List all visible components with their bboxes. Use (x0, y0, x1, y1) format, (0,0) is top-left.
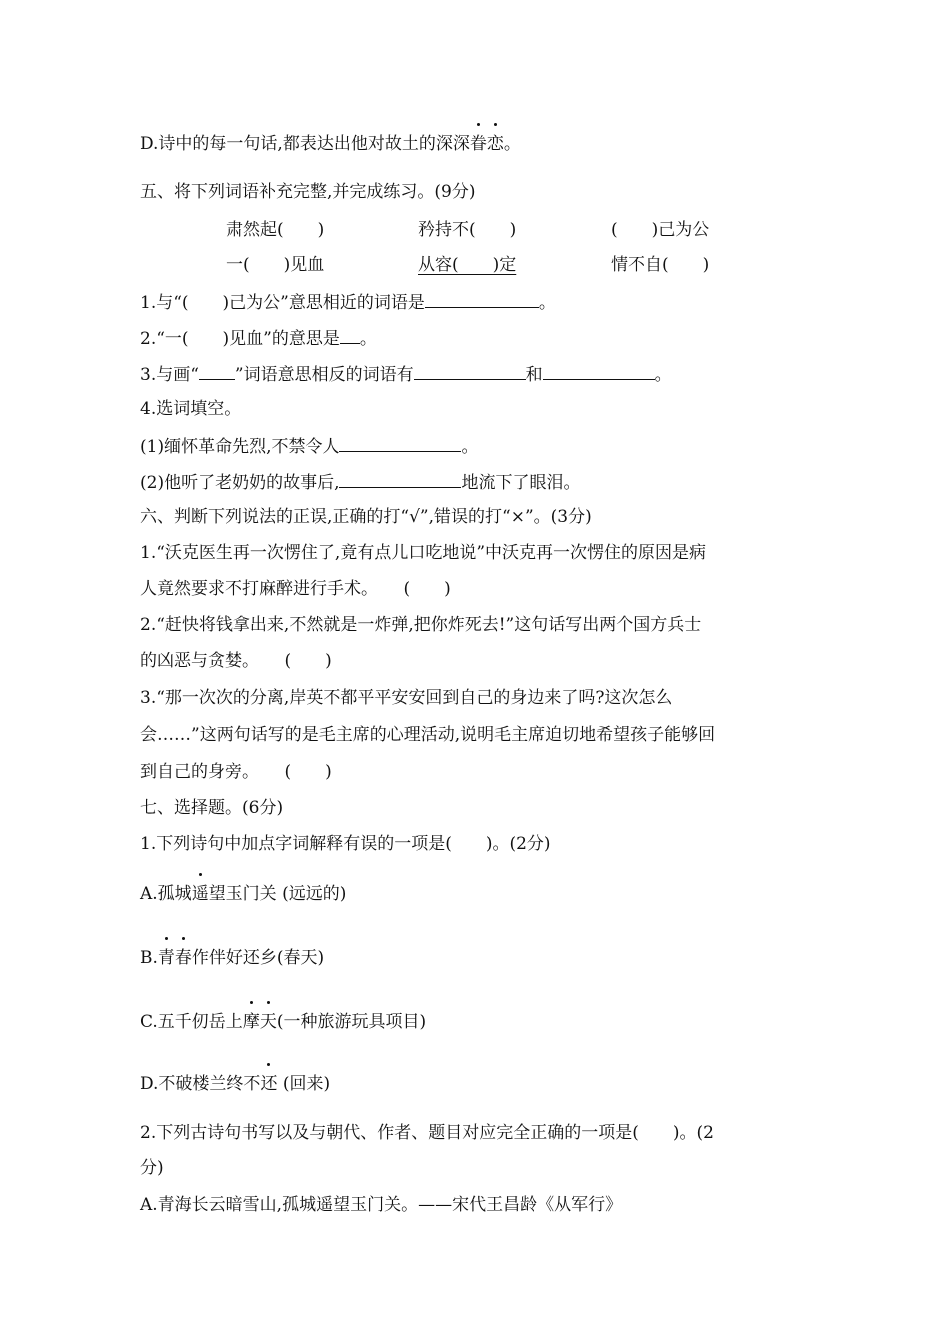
s7-question-2-line-1: 2.下列古诗句书写以及与朝代、作者、题目对应完全正确的一项是( )。(2 (140, 1123, 714, 1143)
section-6-heading: 六、判断下列说法的正误,正确的打“√”,错误的打“×”。(3分) (140, 507, 592, 527)
s5-question-1: 1.与“( )己为公”意思相近的词语是 。 (140, 289, 556, 315)
s6-question-2-line-2: 的凶恶与贪婪。 ( ) (140, 651, 332, 671)
s7-option-c: C.五千仞岳上摩天(一种旅游玩具项目) (140, 1012, 427, 1032)
word-item: 矜持不( ) (418, 220, 517, 240)
answer-blank[interactable] (425, 289, 539, 308)
dotted-char: 眷 (469, 134, 487, 154)
answer-blank[interactable] (340, 325, 360, 344)
q4-option-d: D.诗中的每一句话,都表达出他对故土的深深眷恋。 (140, 134, 521, 154)
dotted-char: 春 (174, 948, 192, 968)
s7-option-d: D.不破楼兰终不还 (回来) (140, 1074, 331, 1094)
dotted-char: 还 (260, 1074, 278, 1094)
s5-question-4-1: (1)缅怀革命先烈,不禁令人 。 (140, 433, 478, 459)
section-5-heading: 五、将下列词语补充完整,并完成练习。(9分) (140, 182, 476, 202)
dotted-char: 摩 (242, 1012, 260, 1032)
dotted-char: 青 (157, 948, 175, 968)
word-item: 一( )见血 (226, 255, 325, 275)
s6-question-1-line-1: 1.“沃克医生再一次愣住了,竟有点儿口吃地说”中沃克再一次愣住的原因是病 (140, 543, 707, 563)
s5-question-4-2: (2)他听了老奶奶的故事后, 地流下了眼泪。 (140, 469, 580, 495)
word-item-underlined: 从容( )定 (418, 255, 517, 275)
dotted-char: 天 (259, 1012, 277, 1032)
s6-question-3-line-3: 到自己的身旁。 ( ) (140, 762, 332, 782)
s6-question-3-line-1: 3.“那一次次的分离,岸英不都平平安安回到自己的身边来了吗?这次怎么 (140, 688, 673, 708)
s5-question-4: 4.选词填空。 (140, 399, 242, 419)
s7-question-1: 1.下列诗句中加点字词解释有误的一项是( )。(2分) (140, 834, 551, 854)
answer-blank[interactable] (339, 469, 461, 488)
answer-blank[interactable] (199, 361, 235, 380)
section-7-heading: 七、选择题。(6分) (140, 798, 284, 818)
answer-blank[interactable] (543, 361, 655, 380)
word-item: 肃然起( ) (226, 220, 325, 240)
dotted-char: 遥 (191, 884, 209, 904)
s6-question-1-line-2: 人竟然要求不打麻醉进行手术。 ( ) (140, 579, 451, 599)
answer-blank[interactable] (414, 361, 526, 380)
s6-question-3-line-2: 会……”这两句话写的是毛主席的心理活动,说明毛主席迫切地希望孩子能够回 (140, 725, 716, 745)
s7-option-b: B.青春作伴好还乡(春天) (140, 948, 325, 968)
s6-question-2-line-1: 2.“赶快将钱拿出来,不然就是一炸弹,把你炸死去!”这句话写出两个国方兵士 (140, 615, 702, 635)
s7-question-2-option-a: A.青海长云暗雪山,孤城遥望玉门关。——宋代王昌龄《从军行》 (140, 1195, 623, 1215)
s7-option-a: A.孤城遥望玉门关 (远远的) (140, 884, 347, 904)
s5-question-2: 2.“一( )见血”的意思是 。 (140, 325, 377, 351)
word-item: 情不自( ) (611, 255, 710, 275)
answer-blank[interactable] (339, 433, 461, 452)
word-item: ( )己为公 (611, 220, 710, 240)
s7-question-2-line-2: 分) (140, 1158, 164, 1178)
dotted-char: 恋 (486, 134, 504, 154)
s5-question-3: 3.与画“ ”词语意思相反的词语有 和 。 (140, 361, 672, 387)
